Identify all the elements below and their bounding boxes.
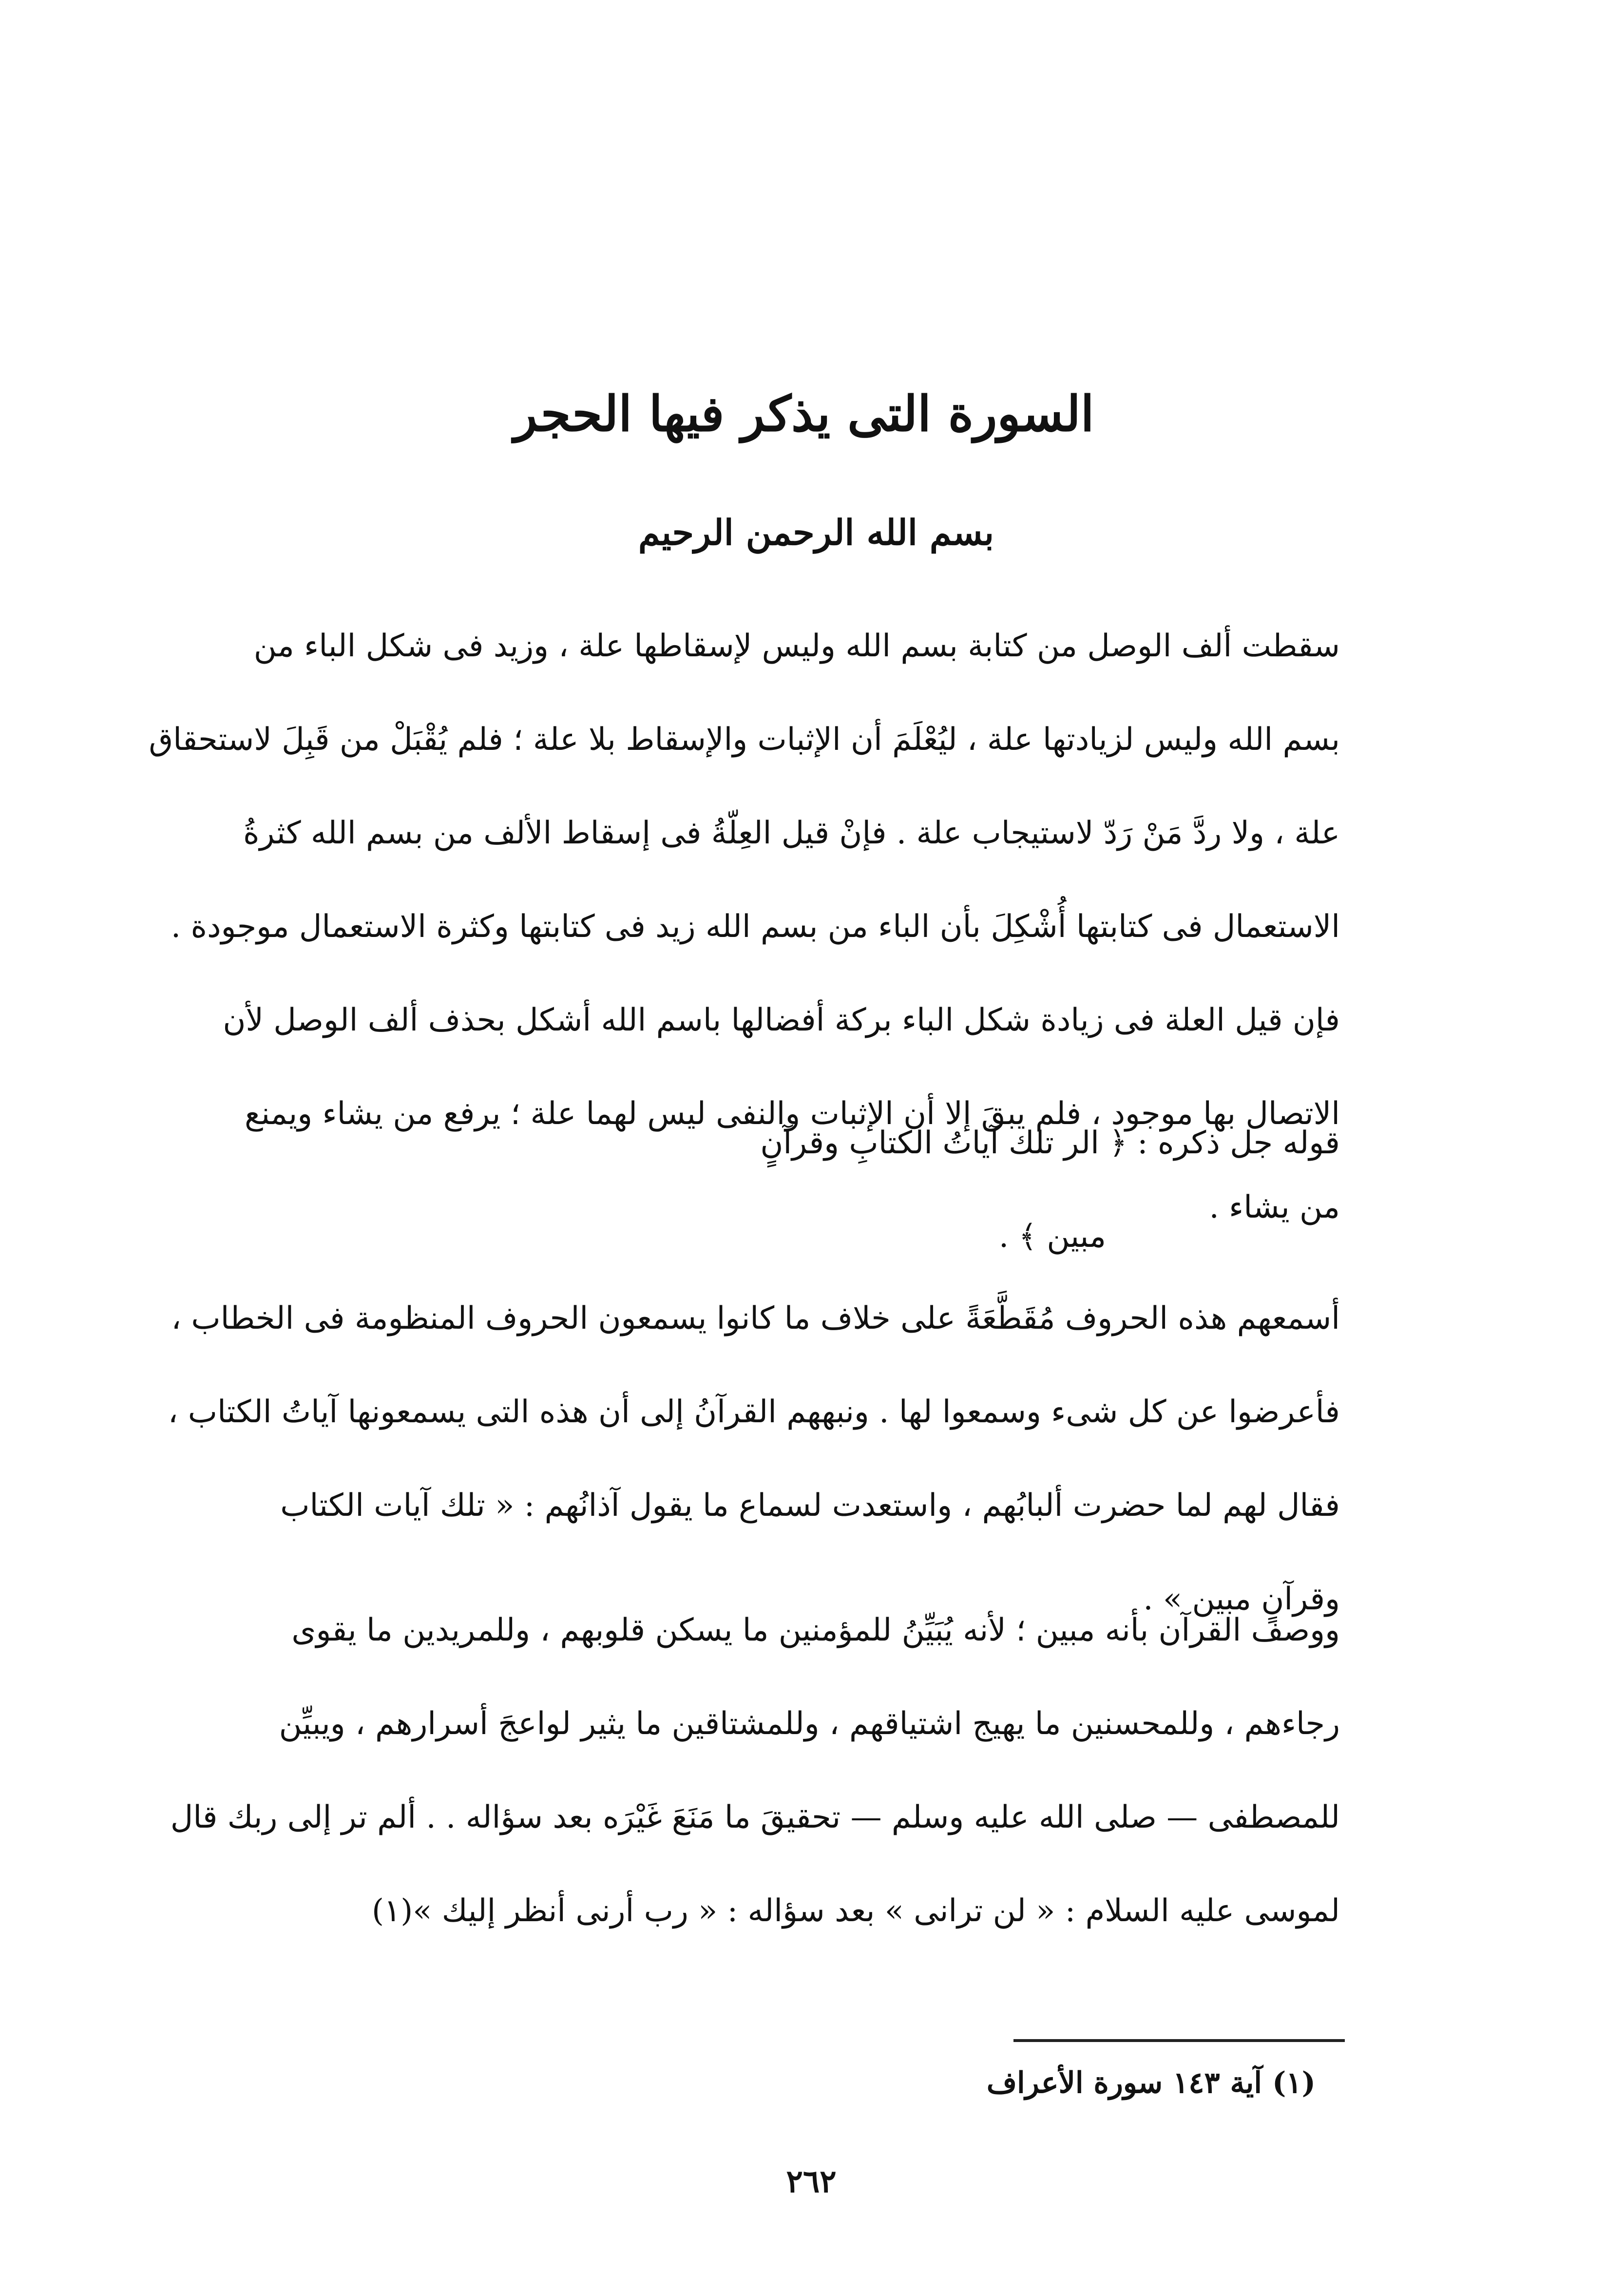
text-line: لموسى عليه السلام : « لن ترانى » بعد سؤاله : « رب أرنى أنظر إليك »(١) [371, 1893, 1340, 1929]
text-line: قوله جل ذكره : ﴿ الر تلك آياتُ الكتابِ وقرآنٍ [760, 1125, 1340, 1161]
text-line: أسمعهم هذه الحروف مُقَطَّعَةً على خلاف ما كانوا يسمعون الحروف المنظومة فى الخطاب ، [171, 1300, 1340, 1336]
text-line: علة ، ولا ردَّ مَنْ رَدّ لاستيجاب علة . فإنْ قيل العِلّةُ فى إسقاط الألف من بسم الله كثرةُ [243, 815, 1340, 851]
page-number: ٢٦٢ [786, 2163, 837, 2200]
text-line: مبين ﴾ . [998, 1219, 1106, 1255]
text-line: فأعرضوا عن كل شىء وسمعوا لها . ونبههم القرآنُ إلى أن هذه التى يسمعونها آياتُ الكتاب ، [168, 1394, 1340, 1430]
paragraph-mubin-commentary [170, 1584, 1340, 1958]
footnote-divider [1013, 2039, 1345, 2042]
text-line: فإن قيل العلة فى زيادة شكل الباء بركة أفضالها باسم الله أشكل بحذف ألف الوصل لأن [223, 1002, 1340, 1038]
text-line: بسم الله وليس لزيادتها علة ، ليُعْلَمَ أن الإثبات والإسقاط بلا علة ؛ فلم يُقْبَلْ من قَبِلَ لاستحقاق [149, 722, 1340, 758]
text-line: الاستعمال فى كتابتها أُشْكِلَ بأن الباء من بسم الله زيد فى كتابتها وكثرة الاستعمال موجودة . [171, 909, 1340, 945]
text-line: فقال لهم لما حضرت ألبابُهم ، واستعدت لسماع ما يقول آذانُهم : « تلك آيات الكتاب [280, 1488, 1340, 1524]
text-line: رجاءهم ، وللمحسنين ما يهيج اشتياقهم ، وللمشتاقين ما يثير لواعجَ أسرارهم ، ويبيِّن [279, 1706, 1340, 1742]
footnote: (١) آية ١٤٣ سورة الأعراف [986, 2066, 1316, 2100]
basmala: بسم الله الرحمن الرحيم [638, 512, 994, 553]
surah-title: السورة التى يذكر فيها الحجر [514, 385, 1094, 442]
text-line: من يشاء . [1209, 1189, 1340, 1225]
paragraph-verse-quote [312, 1096, 1340, 1283]
text-line: للمصطفى — صلى الله عليه وسلم — تحقيقَ ما مَنَعَ غَيْرَه بعد سؤاله . . ألم تر إلى ربك قال [170, 1799, 1340, 1835]
text-line: ووصف القرآن بأنه مبين ؛ لأنه يُبَيِّنُ للمؤمنين ما يسكن قلوبهم ، وللمريدين ما يقوى [291, 1612, 1340, 1648]
text-line: سقطت ألف الوصل من كتابة بسم الله وليس لإسقاطها علة ، وزيد فى شكل الباء من [253, 628, 1340, 664]
text-line: وقرآنٍ مبين » . [1143, 1581, 1340, 1617]
text-line: الاتصال بها موجود ، فلم يبقَ إلا أن الإثبات والنفى ليس لهما علة ؛ يرفع من يشاء ويمنع [245, 1096, 1340, 1132]
